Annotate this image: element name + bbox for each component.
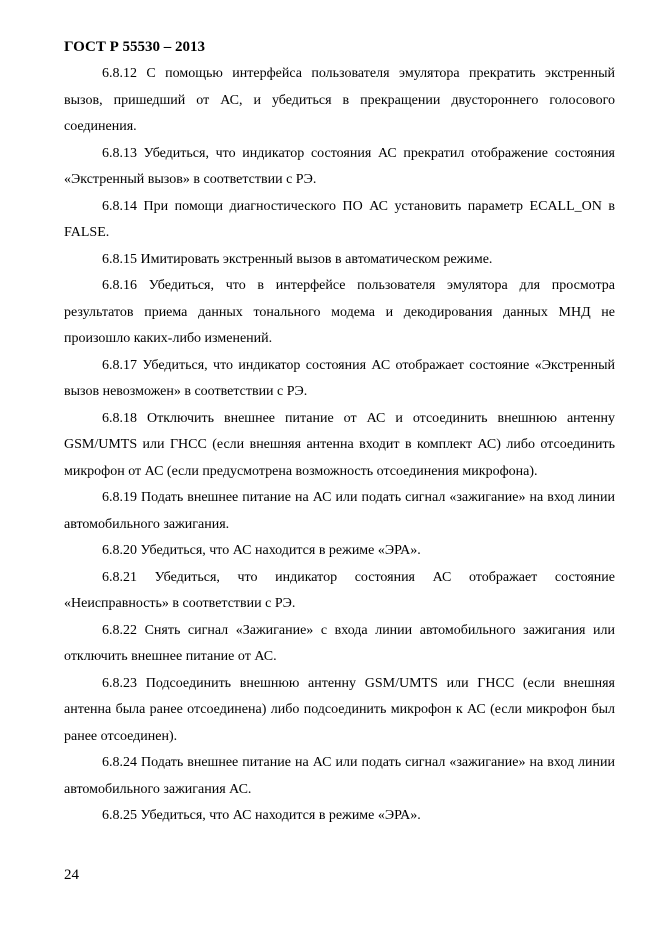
document-header-title: ГОСТ Р 55530 – 2013 (64, 39, 206, 55)
paragraph-6-8-23: 6.8.23 Подсоединить внешнюю антенну GSM/UMTS или ГНСС (если внешняя антенна была ранее отсоединена) либо подсоединить микрофон к АС (если микрофон был ранее отсоединен). (64, 675, 615, 744)
paragraph-6-8-12: 6.8.12 С помощью интерфейса пользователя эмулятора прекратить экстренный вызов, пришедший от АС, и убедиться в прекращении двустороннего голосового соединения. (64, 66, 615, 134)
paragraph-6-8-18: 6.8.18 Отключить внешнее питание от АС и отсоединить внешнюю антенну GSM/UMTS или ГНСС (если внешняя антенна входит в комплект АС) либо отсоединить микрофон от АС (если предусмотрена возможность отсоединения микрофона). (64, 410, 615, 479)
paragraph-6-8-24: 6.8.24 Подать внешнее питание на АС или подать сигнал «зажигание» на вход линии автомобильного зажигания АС. (64, 755, 615, 797)
paragraph-6-8-14: 6.8.14 При помощи диагностического ПО АС установить параметр ECALL_ON в FALSE. (64, 198, 615, 240)
page-number: 24 (64, 867, 79, 883)
document-body (64, 61, 615, 830)
paragraph-6-8-17: 6.8.17 Убедиться, что индикатор состояния АС отображает состояние «Экстренный вызов невозможен» в соответствии с РЭ. (64, 357, 615, 399)
paragraph-6-8-15: 6.8.15 Имитировать экстренный вызов в автоматическом режиме. (102, 251, 493, 267)
paragraph-6-8-16: 6.8.16 Убедиться, что в интерфейсе пользователя эмулятора для просмотра результатов приема данных тонального модема и декодирования данных МНД не произошло каких-либо изменений. (64, 278, 615, 346)
paragraph-6-8-21: 6.8.21 Убедиться, что индикатор состояния АС отображает состояние «Неисправность» в соответствии с РЭ. (64, 569, 615, 611)
paragraph-6-8-13: 6.8.13 Убедиться, что индикатор состояния АС прекратил отображение состояния «Экстренный вызов» в соответствии с РЭ. (64, 145, 615, 187)
paragraph-6-8-25: 6.8.25 Убедиться, что АС находится в режиме «ЭРА». (102, 808, 421, 823)
paragraph-6-8-19: 6.8.19 Подать внешнее питание на АС или подать сигнал «зажигание» на вход линии автомобильного зажигания. (64, 490, 615, 532)
paragraph-6-8-22: 6.8.22 Снять сигнал «Зажигание» с входа линии автомобильного зажигания или отключить внешнее питание от АС. (64, 622, 615, 664)
paragraph-6-8-20: 6.8.20 Убедиться, что АС находится в режиме «ЭРА». (102, 543, 421, 558)
